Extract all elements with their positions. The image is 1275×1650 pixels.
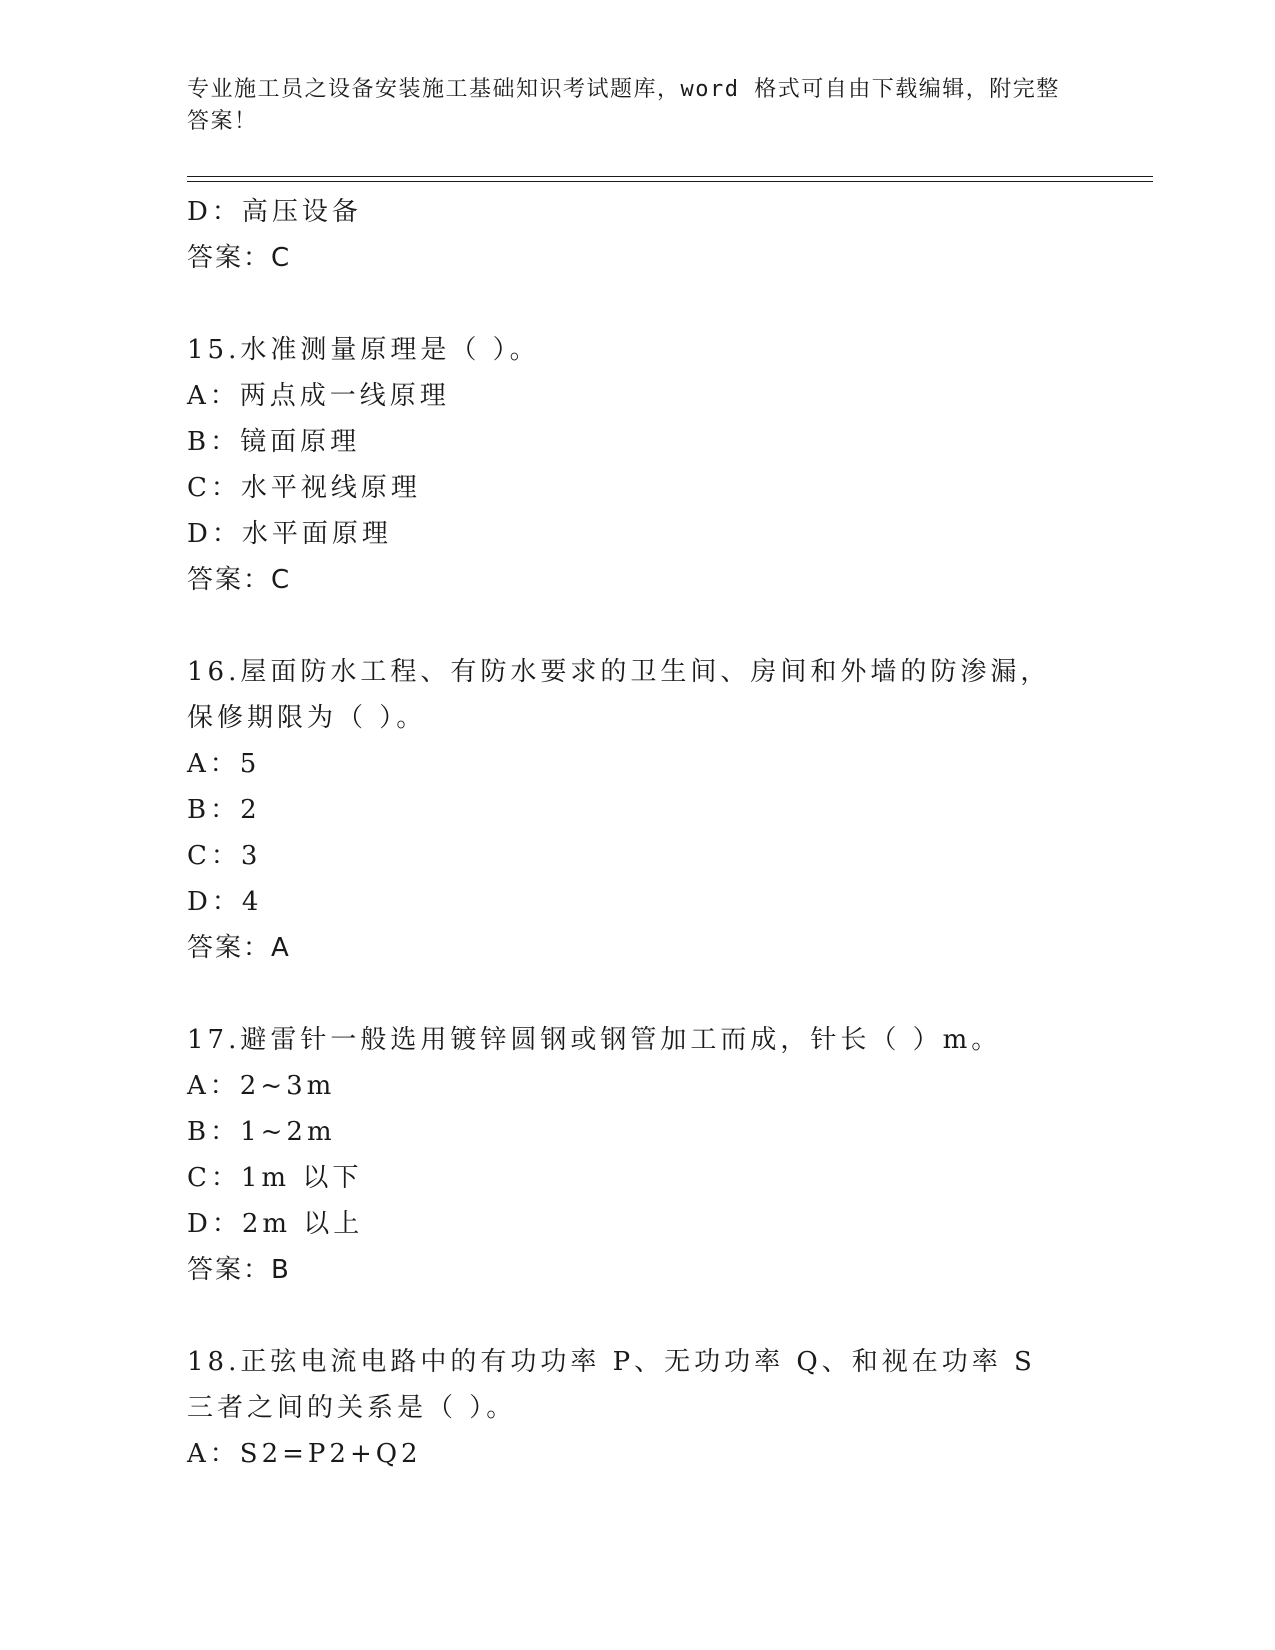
option-a: A：5 [187,749,261,779]
question-text: 17.避雷针一般选用镀锌圆钢或钢管加工而成，针长（ ）m。 [187,1025,1002,1055]
option-c: C：水平视线原理 [187,473,421,503]
option-d: D：4 [187,887,263,917]
answer-line: 答案：A [187,933,291,963]
header-title: 专业施工员之设备安装施工基础知识考试题库，word 格式可自由下载编辑，附完整答案！ [187,77,1060,134]
spacer [187,603,1087,649]
question-block [187,1017,1087,1293]
option-a: A：两点成一线原理 [187,381,450,411]
question-text: 18.正弦电流电路中的有功功率 P、无功功率 Q、和视在功率 S 三者之间的关系是（ ）。 [187,1347,1036,1423]
answer-line: 答案：C [187,565,292,595]
question-text: 15.水准测量原理是（ ）。 [187,335,540,365]
answer-line: 答案：C [187,243,292,273]
option-b: B：1~2m [187,1117,336,1147]
question-list [187,189,1087,1477]
option-b: B：镜面原理 [187,427,361,457]
option-a: A：2~3m [187,1071,336,1101]
option-d: D：水平面原理 [187,519,392,549]
header-divider-top [187,176,1153,177]
question-block [187,649,1087,971]
spacer [187,281,1087,327]
spacer [187,1293,1087,1339]
question-block [187,1339,1087,1477]
header-divider-bottom [187,181,1153,182]
question-block [187,327,1087,603]
option-a: A：S2=P2+Q2 [187,1439,422,1469]
answer-line: 答案：B [187,1255,291,1285]
page-header [187,74,1067,138]
question-text: 16.屋面防水工程、有防水要求的卫生间、房间和外墙的防渗漏，保修期限为（ ）。 [187,657,1051,733]
option-c: C：3 [187,841,262,871]
option-d: D：高压设备 [187,197,362,227]
spacer [187,971,1087,1017]
option-b: B：2 [187,795,261,825]
option-c: C：1m 以下 [187,1163,363,1193]
option-d: D：2m 以上 [187,1209,364,1239]
